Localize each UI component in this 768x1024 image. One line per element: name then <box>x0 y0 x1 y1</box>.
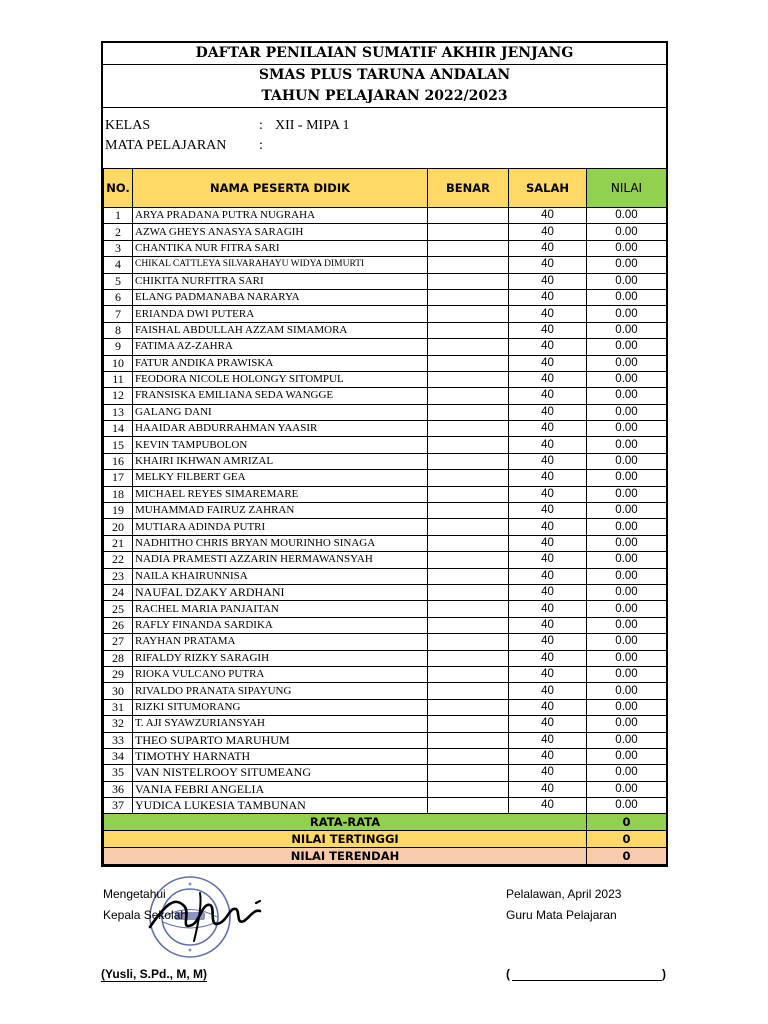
kelas-value: XII - MIPA 1 <box>275 118 350 133</box>
row-nilai: 0.00 <box>587 781 667 797</box>
row-no: 36 <box>104 781 133 797</box>
row-no: 7 <box>104 306 133 322</box>
row-name: HAAIDAR ABDURRAHMAN YAASIR <box>133 421 428 437</box>
row-no: 1 <box>104 208 133 224</box>
row-name: MICHAEL REYES SIMAREMARE <box>133 486 428 502</box>
row-nilai: 0.00 <box>587 306 667 322</box>
row-salah: 40 <box>509 699 587 715</box>
row-benar <box>428 765 509 781</box>
row-benar <box>428 273 509 289</box>
table-row <box>104 666 667 682</box>
row-name: MUHAMMAD FAIRUZ ZAHRAN <box>133 503 428 519</box>
row-salah: 40 <box>509 519 587 535</box>
row-salah: 40 <box>509 453 587 469</box>
row-nilai: 0.00 <box>587 224 667 240</box>
row-salah: 40 <box>509 322 587 338</box>
row-nilai: 0.00 <box>587 289 667 305</box>
table-row <box>104 519 667 535</box>
row-benar <box>428 781 509 797</box>
row-nilai: 0.00 <box>587 437 667 453</box>
row-benar <box>428 421 509 437</box>
row-nilai: 0.00 <box>587 683 667 699</box>
score-table <box>103 168 667 865</box>
row-benar <box>428 568 509 584</box>
row-salah: 40 <box>509 355 587 371</box>
place-date: Pelalawan, April 2023 <box>506 887 622 901</box>
average-row <box>104 814 667 831</box>
row-name: ELANG PADMANABA NARARYA <box>133 289 428 305</box>
average-label: RATA-RATA <box>104 814 587 831</box>
highest-label: NILAI TERTINGGI <box>104 831 587 848</box>
row-salah: 40 <box>509 535 587 551</box>
table-row <box>104 601 667 617</box>
row-salah: 40 <box>509 388 587 404</box>
row-benar <box>428 650 509 666</box>
row-nilai: 0.00 <box>587 388 667 404</box>
table-row <box>104 634 667 650</box>
guru-mapel-text: Guru Mata Pelajaran <box>506 908 617 922</box>
guru-name-line <box>512 980 662 981</box>
row-name: KHAIRI IKHWAN AMRIZAL <box>133 453 428 469</box>
row-benar <box>428 617 509 633</box>
row-salah: 40 <box>509 552 587 568</box>
mapel-label: MATA PELAJARAN <box>105 138 227 153</box>
table-row <box>104 486 667 502</box>
row-no: 16 <box>104 453 133 469</box>
row-salah: 40 <box>509 208 587 224</box>
row-benar <box>428 486 509 502</box>
row-salah: 40 <box>509 404 587 420</box>
row-benar <box>428 683 509 699</box>
row-salah: 40 <box>509 503 587 519</box>
row-name: NADHITHO CHRIS BRYAN MOURINHO SINAGA <box>133 535 428 551</box>
row-nilai: 0.00 <box>587 339 667 355</box>
row-nilai: 0.00 <box>587 716 667 732</box>
kelas-label: KELAS <box>105 118 151 133</box>
row-no: 37 <box>104 798 133 814</box>
row-nilai: 0.00 <box>587 650 667 666</box>
table-row <box>104 273 667 289</box>
table-row <box>104 584 667 600</box>
row-benar <box>428 716 509 732</box>
table-row <box>104 503 667 519</box>
row-no: 32 <box>104 716 133 732</box>
row-name: KEVIN TAMPUBOLON <box>133 437 428 453</box>
table-row <box>104 535 667 551</box>
row-no: 15 <box>104 437 133 453</box>
row-benar <box>428 224 509 240</box>
row-salah: 40 <box>509 683 587 699</box>
table-row <box>104 617 667 633</box>
row-salah: 40 <box>509 601 587 617</box>
row-name: AZWA GHEYS ANASYA SARAGIH <box>133 224 428 240</box>
row-benar <box>428 732 509 748</box>
row-no: 33 <box>104 732 133 748</box>
row-nilai: 0.00 <box>587 322 667 338</box>
row-salah: 40 <box>509 371 587 387</box>
row-no: 10 <box>104 355 133 371</box>
row-benar <box>428 535 509 551</box>
row-salah: 40 <box>509 224 587 240</box>
row-name: RIFALDY RIZKY SARAGIH <box>133 650 428 666</box>
row-benar <box>428 322 509 338</box>
row-salah: 40 <box>509 306 587 322</box>
row-nilai: 0.00 <box>587 208 667 224</box>
row-benar <box>428 240 509 256</box>
row-name: YUDICA LUKESIA TAMBUNAN <box>133 798 428 814</box>
table-row <box>104 798 667 814</box>
row-name: CHIKITA NURFITRA SARI <box>133 273 428 289</box>
row-no: 18 <box>104 486 133 502</box>
table-header <box>104 169 667 208</box>
col-nilai: NILAI <box>587 169 667 208</box>
row-nilai: 0.00 <box>587 257 667 273</box>
row-no: 19 <box>104 503 133 519</box>
table-row <box>104 421 667 437</box>
table-row <box>104 552 667 568</box>
row-no: 12 <box>104 388 133 404</box>
table-row <box>104 240 667 256</box>
row-benar <box>428 503 509 519</box>
col-benar: BENAR <box>428 169 509 208</box>
row-salah: 40 <box>509 650 587 666</box>
table-row <box>104 470 667 486</box>
guru-name-open: ( <box>506 967 510 981</box>
row-salah: 40 <box>509 421 587 437</box>
row-name: MUTIARA ADINDA PUTRI <box>133 519 428 535</box>
row-nilai: 0.00 <box>587 404 667 420</box>
row-name: VANIA FEBRI ANGELIA <box>133 781 428 797</box>
row-nilai: 0.00 <box>587 666 667 682</box>
row-nilai: 0.00 <box>587 568 667 584</box>
row-nilai: 0.00 <box>587 371 667 387</box>
highest-value: 0 <box>587 831 667 848</box>
row-name: RIZKI SITUMORANG <box>133 699 428 715</box>
row-nilai: 0.00 <box>587 453 667 469</box>
row-no: 8 <box>104 322 133 338</box>
row-nilai: 0.00 <box>587 617 667 633</box>
kepala-sekolah-text: Kepala Sekolah <box>103 908 188 922</box>
row-nilai: 0.00 <box>587 519 667 535</box>
row-no: 20 <box>104 519 133 535</box>
col-salah: SALAH <box>509 169 587 208</box>
row-benar <box>428 388 509 404</box>
row-salah: 40 <box>509 257 587 273</box>
row-no: 25 <box>104 601 133 617</box>
student-rows <box>104 208 667 814</box>
row-no: 21 <box>104 535 133 551</box>
table-row <box>104 437 667 453</box>
table-row <box>104 453 667 469</box>
mengetahui-text: Mengetahui <box>103 887 166 901</box>
row-benar <box>428 453 509 469</box>
row-name: VAN NISTELROOY SITUMEANG <box>133 765 428 781</box>
row-benar <box>428 519 509 535</box>
row-nilai: 0.00 <box>587 798 667 814</box>
row-salah: 40 <box>509 584 587 600</box>
row-salah: 40 <box>509 798 587 814</box>
row-no: 35 <box>104 765 133 781</box>
row-no: 22 <box>104 552 133 568</box>
row-name: NAILA KHAIRUNNISA <box>133 568 428 584</box>
row-nilai: 0.00 <box>587 421 667 437</box>
table-row <box>104 568 667 584</box>
guru-name-close: ) <box>662 967 666 981</box>
row-salah: 40 <box>509 617 587 633</box>
row-benar <box>428 257 509 273</box>
row-benar <box>428 306 509 322</box>
row-benar <box>428 437 509 453</box>
row-salah: 40 <box>509 666 587 682</box>
row-no: 3 <box>104 240 133 256</box>
row-no: 17 <box>104 470 133 486</box>
row-name: RAFLY FINANDA SARDIKA <box>133 617 428 633</box>
row-benar <box>428 355 509 371</box>
row-nilai: 0.00 <box>587 503 667 519</box>
row-benar <box>428 552 509 568</box>
row-salah: 40 <box>509 289 587 305</box>
row-benar <box>428 601 509 617</box>
row-nilai: 0.00 <box>587 552 667 568</box>
row-name: FRANSISKA EMILIANA SEDA WANGGE <box>133 388 428 404</box>
row-benar <box>428 666 509 682</box>
row-nilai: 0.00 <box>587 355 667 371</box>
row-salah: 40 <box>509 634 587 650</box>
row-nilai: 0.00 <box>587 273 667 289</box>
row-nilai: 0.00 <box>587 699 667 715</box>
row-name: FATUR ANDIKA PRAWISKA <box>133 355 428 371</box>
academic-year: TAHUN PELAJARAN 2022/2023 <box>261 88 508 104</box>
row-no: 27 <box>104 634 133 650</box>
row-name: GALANG DANI <box>133 404 428 420</box>
score-sheet <box>101 41 668 867</box>
row-benar <box>428 339 509 355</box>
row-benar <box>428 470 509 486</box>
lowest-row <box>104 848 667 865</box>
class-info <box>103 107 666 168</box>
mapel-colon: : <box>259 138 263 153</box>
table-row <box>104 257 667 273</box>
row-salah: 40 <box>509 748 587 764</box>
row-no: 29 <box>104 666 133 682</box>
col-no: NO. <box>104 169 133 208</box>
row-benar <box>428 798 509 814</box>
row-benar <box>428 634 509 650</box>
row-name: CHIKAL CATTLEYA SILVARAHAYU WIDYA DIMURTI <box>133 257 428 273</box>
row-nilai: 0.00 <box>587 732 667 748</box>
highest-row <box>104 831 667 848</box>
row-name: ARYA PRADANA PUTRA NUGRAHA <box>133 208 428 224</box>
row-name: T. AJI SYAWZURIANSYAH <box>133 716 428 732</box>
row-benar <box>428 584 509 600</box>
table-row <box>104 732 667 748</box>
row-salah: 40 <box>509 437 587 453</box>
row-no: 2 <box>104 224 133 240</box>
table-row <box>104 683 667 699</box>
lowest-value: 0 <box>587 848 667 865</box>
row-name: ERIANDA DWI PUTERA <box>133 306 428 322</box>
row-no: 31 <box>104 699 133 715</box>
row-no: 13 <box>104 404 133 420</box>
row-benar <box>428 748 509 764</box>
row-name: NAUFAL DZAKY ARDHANI <box>133 584 428 600</box>
row-benar <box>428 699 509 715</box>
row-salah: 40 <box>509 765 587 781</box>
sheet-title: DAFTAR PENILAIAN SUMATIF AKHIR JENJANG <box>103 43 666 65</box>
row-name: FATIMA AZ-ZAHRA <box>133 339 428 355</box>
row-salah: 40 <box>509 339 587 355</box>
table-row <box>104 716 667 732</box>
row-name: TIMOTHY HARNATH <box>133 748 428 764</box>
table-row <box>104 404 667 420</box>
table-row <box>104 306 667 322</box>
table-row <box>104 371 667 387</box>
table-row <box>104 748 667 764</box>
row-salah: 40 <box>509 486 587 502</box>
row-no: 28 <box>104 650 133 666</box>
table-row <box>104 355 667 371</box>
row-benar <box>428 208 509 224</box>
row-name: THEO SUPARTO MARUHUM <box>133 732 428 748</box>
table-row <box>104 208 667 224</box>
row-name: CHANTIKA NUR FITRA SARI <box>133 240 428 256</box>
row-no: 23 <box>104 568 133 584</box>
row-no: 9 <box>104 339 133 355</box>
row-name: RIOKA VULCANO PUTRA <box>133 666 428 682</box>
row-benar <box>428 289 509 305</box>
row-no: 26 <box>104 617 133 633</box>
row-salah: 40 <box>509 732 587 748</box>
row-nilai: 0.00 <box>587 748 667 764</box>
table-row <box>104 322 667 338</box>
row-no: 5 <box>104 273 133 289</box>
average-value: 0 <box>587 814 667 831</box>
table-row <box>104 339 667 355</box>
school-name: SMAS PLUS TARUNA ANDALAN <box>258 67 511 83</box>
row-salah: 40 <box>509 240 587 256</box>
kepala-sekolah-name: (Yusli, S.Pd., M, M) <box>101 967 208 981</box>
row-name: NADIA PRAMESTI AZZARIN HERMAWANSYAH <box>133 552 428 568</box>
col-nama: NAMA PESERTA DIDIK <box>133 169 428 208</box>
lowest-label: NILAI TERENDAH <box>104 848 587 865</box>
row-no: 24 <box>104 584 133 600</box>
row-salah: 40 <box>509 781 587 797</box>
row-no: 34 <box>104 748 133 764</box>
row-nilai: 0.00 <box>587 634 667 650</box>
row-benar <box>428 404 509 420</box>
row-nilai: 0.00 <box>587 584 667 600</box>
row-salah: 40 <box>509 568 587 584</box>
row-no: 4 <box>104 257 133 273</box>
row-no: 6 <box>104 289 133 305</box>
row-name: RIVALDO PRANATA SIPAYUNG <box>133 683 428 699</box>
row-nilai: 0.00 <box>587 601 667 617</box>
row-salah: 40 <box>509 716 587 732</box>
table-row <box>104 781 667 797</box>
table-row <box>104 699 667 715</box>
row-nilai: 0.00 <box>587 535 667 551</box>
row-salah: 40 <box>509 273 587 289</box>
row-no: 30 <box>104 683 133 699</box>
table-row <box>104 388 667 404</box>
row-name: FEODORA NICOLE HOLONGY SITOMPUL <box>133 371 428 387</box>
table-row <box>104 765 667 781</box>
row-salah: 40 <box>509 470 587 486</box>
row-name: RACHEL MARIA PANJAITAN <box>133 601 428 617</box>
row-no: 11 <box>104 371 133 387</box>
row-nilai: 0.00 <box>587 486 667 502</box>
row-benar <box>428 371 509 387</box>
table-row <box>104 650 667 666</box>
row-nilai: 0.00 <box>587 765 667 781</box>
table-row <box>104 224 667 240</box>
row-name: FAISHAL ABDULLAH AZZAM SIMAMORA <box>133 322 428 338</box>
row-no: 14 <box>104 421 133 437</box>
row-nilai: 0.00 <box>587 240 667 256</box>
row-name: MELKY FILBERT GEA <box>133 470 428 486</box>
table-row <box>104 289 667 305</box>
row-name: RAYHAN PRATAMA <box>133 634 428 650</box>
kelas-colon: : <box>259 118 263 133</box>
row-nilai: 0.00 <box>587 470 667 486</box>
